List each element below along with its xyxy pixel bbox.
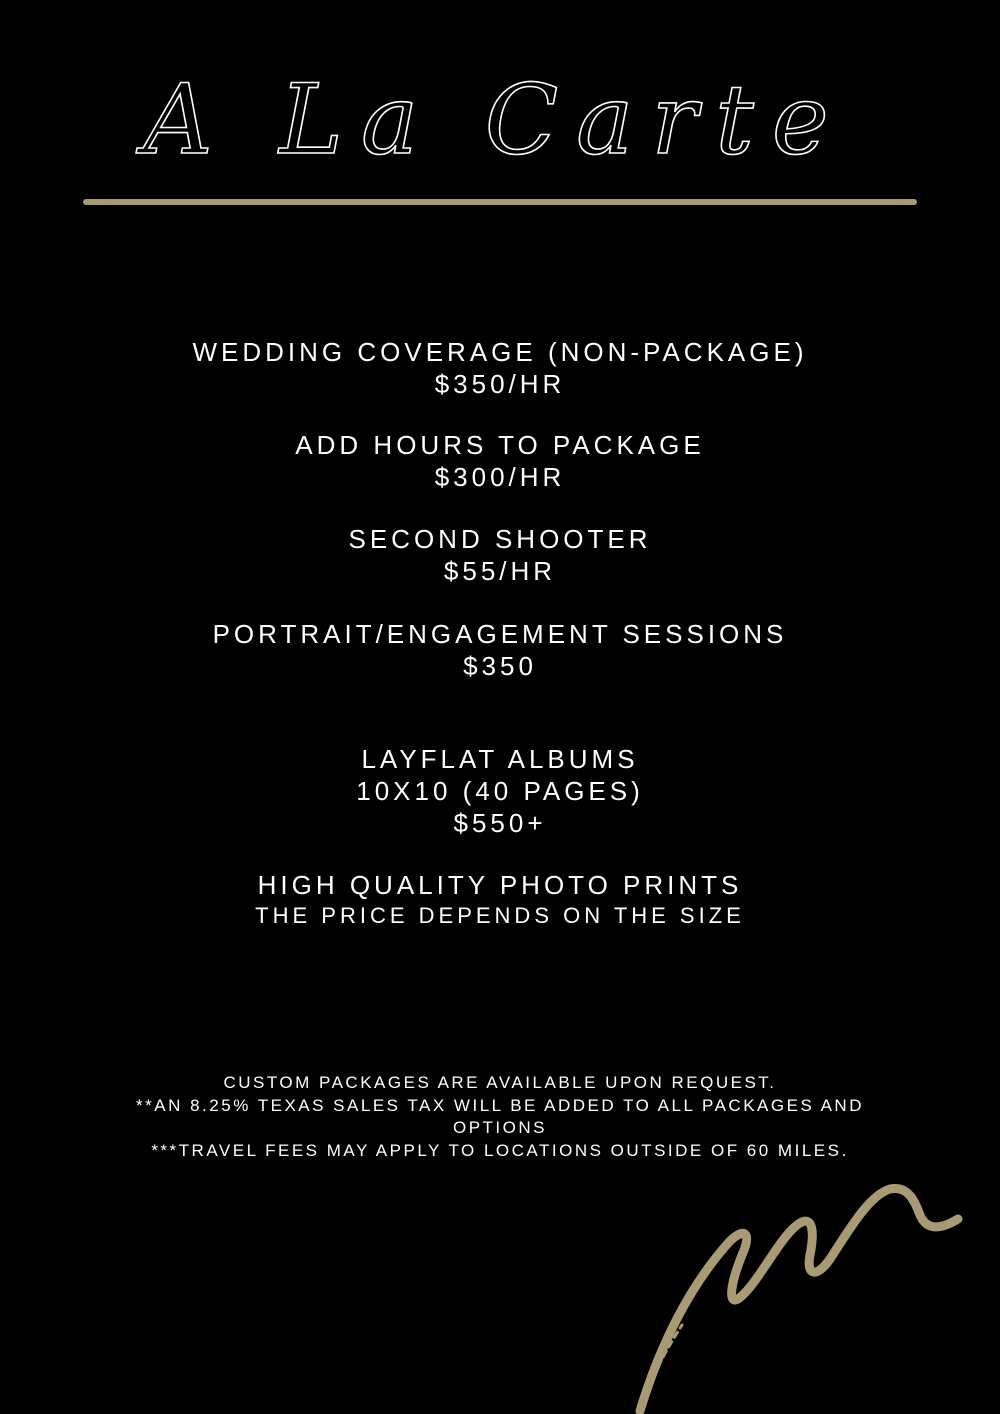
note-custom-packages: CUSTOM PACKAGES ARE AVAILABLE UPON REQUEST. [223,1073,777,1092]
note-travel-fees: ***TRAVEL FEES MAY APPLY TO LOCATIONS OUTSIDE OF 60 MILES. [151,1140,849,1160]
service-price: $300/HR [434,462,566,492]
prints-detail: THE PRICE DEPENDS ON THE SIZE [255,903,745,928]
service-second-shooter [0,523,1000,587]
flourish-stroke [640,1188,958,1411]
album-price: $550+ [453,808,547,838]
service-portrait-sessions [0,618,1000,682]
monogram-flourish [620,1175,980,1414]
service-price: $350 [463,651,537,681]
service-layflat-albums [0,743,1000,839]
album-detail: 10X10 (40 PAGES) [356,776,644,806]
script-title-graphic [0,58,1000,188]
service-name: WEDDING COVERAGE (NON-PACKAGE) [192,337,808,367]
fine-print-notes [90,1072,910,1162]
service-price: $350/HR [434,369,566,399]
note-sales-tax: **AN 8.25% TEXAS SALES TAX WILL BE ADDED TO ALL PACKAGES AND [136,1095,864,1115]
gold-divider [83,199,917,205]
page-title [0,58,1000,188]
prints-name: HIGH QUALITY PHOTO PRINTS [257,870,743,900]
service-name: PORTRAIT/ENGAGEMENT SESSIONS [212,619,788,649]
album-name: LAYFLAT ALBUMS [361,744,639,774]
signature-flourish-graphic [620,1175,980,1414]
service-wedding-coverage [0,336,1000,400]
service-price: $55/HR [443,556,557,586]
service-photo-prints [0,869,1000,931]
service-add-hours [0,429,1000,493]
service-name: ADD HOURS TO PACKAGE [295,430,705,460]
service-name: SECOND SHOOTER [348,524,652,554]
note-sales-tax-cont: OPTIONS [452,1118,547,1137]
page-title-text: A La Carte [143,64,847,176]
